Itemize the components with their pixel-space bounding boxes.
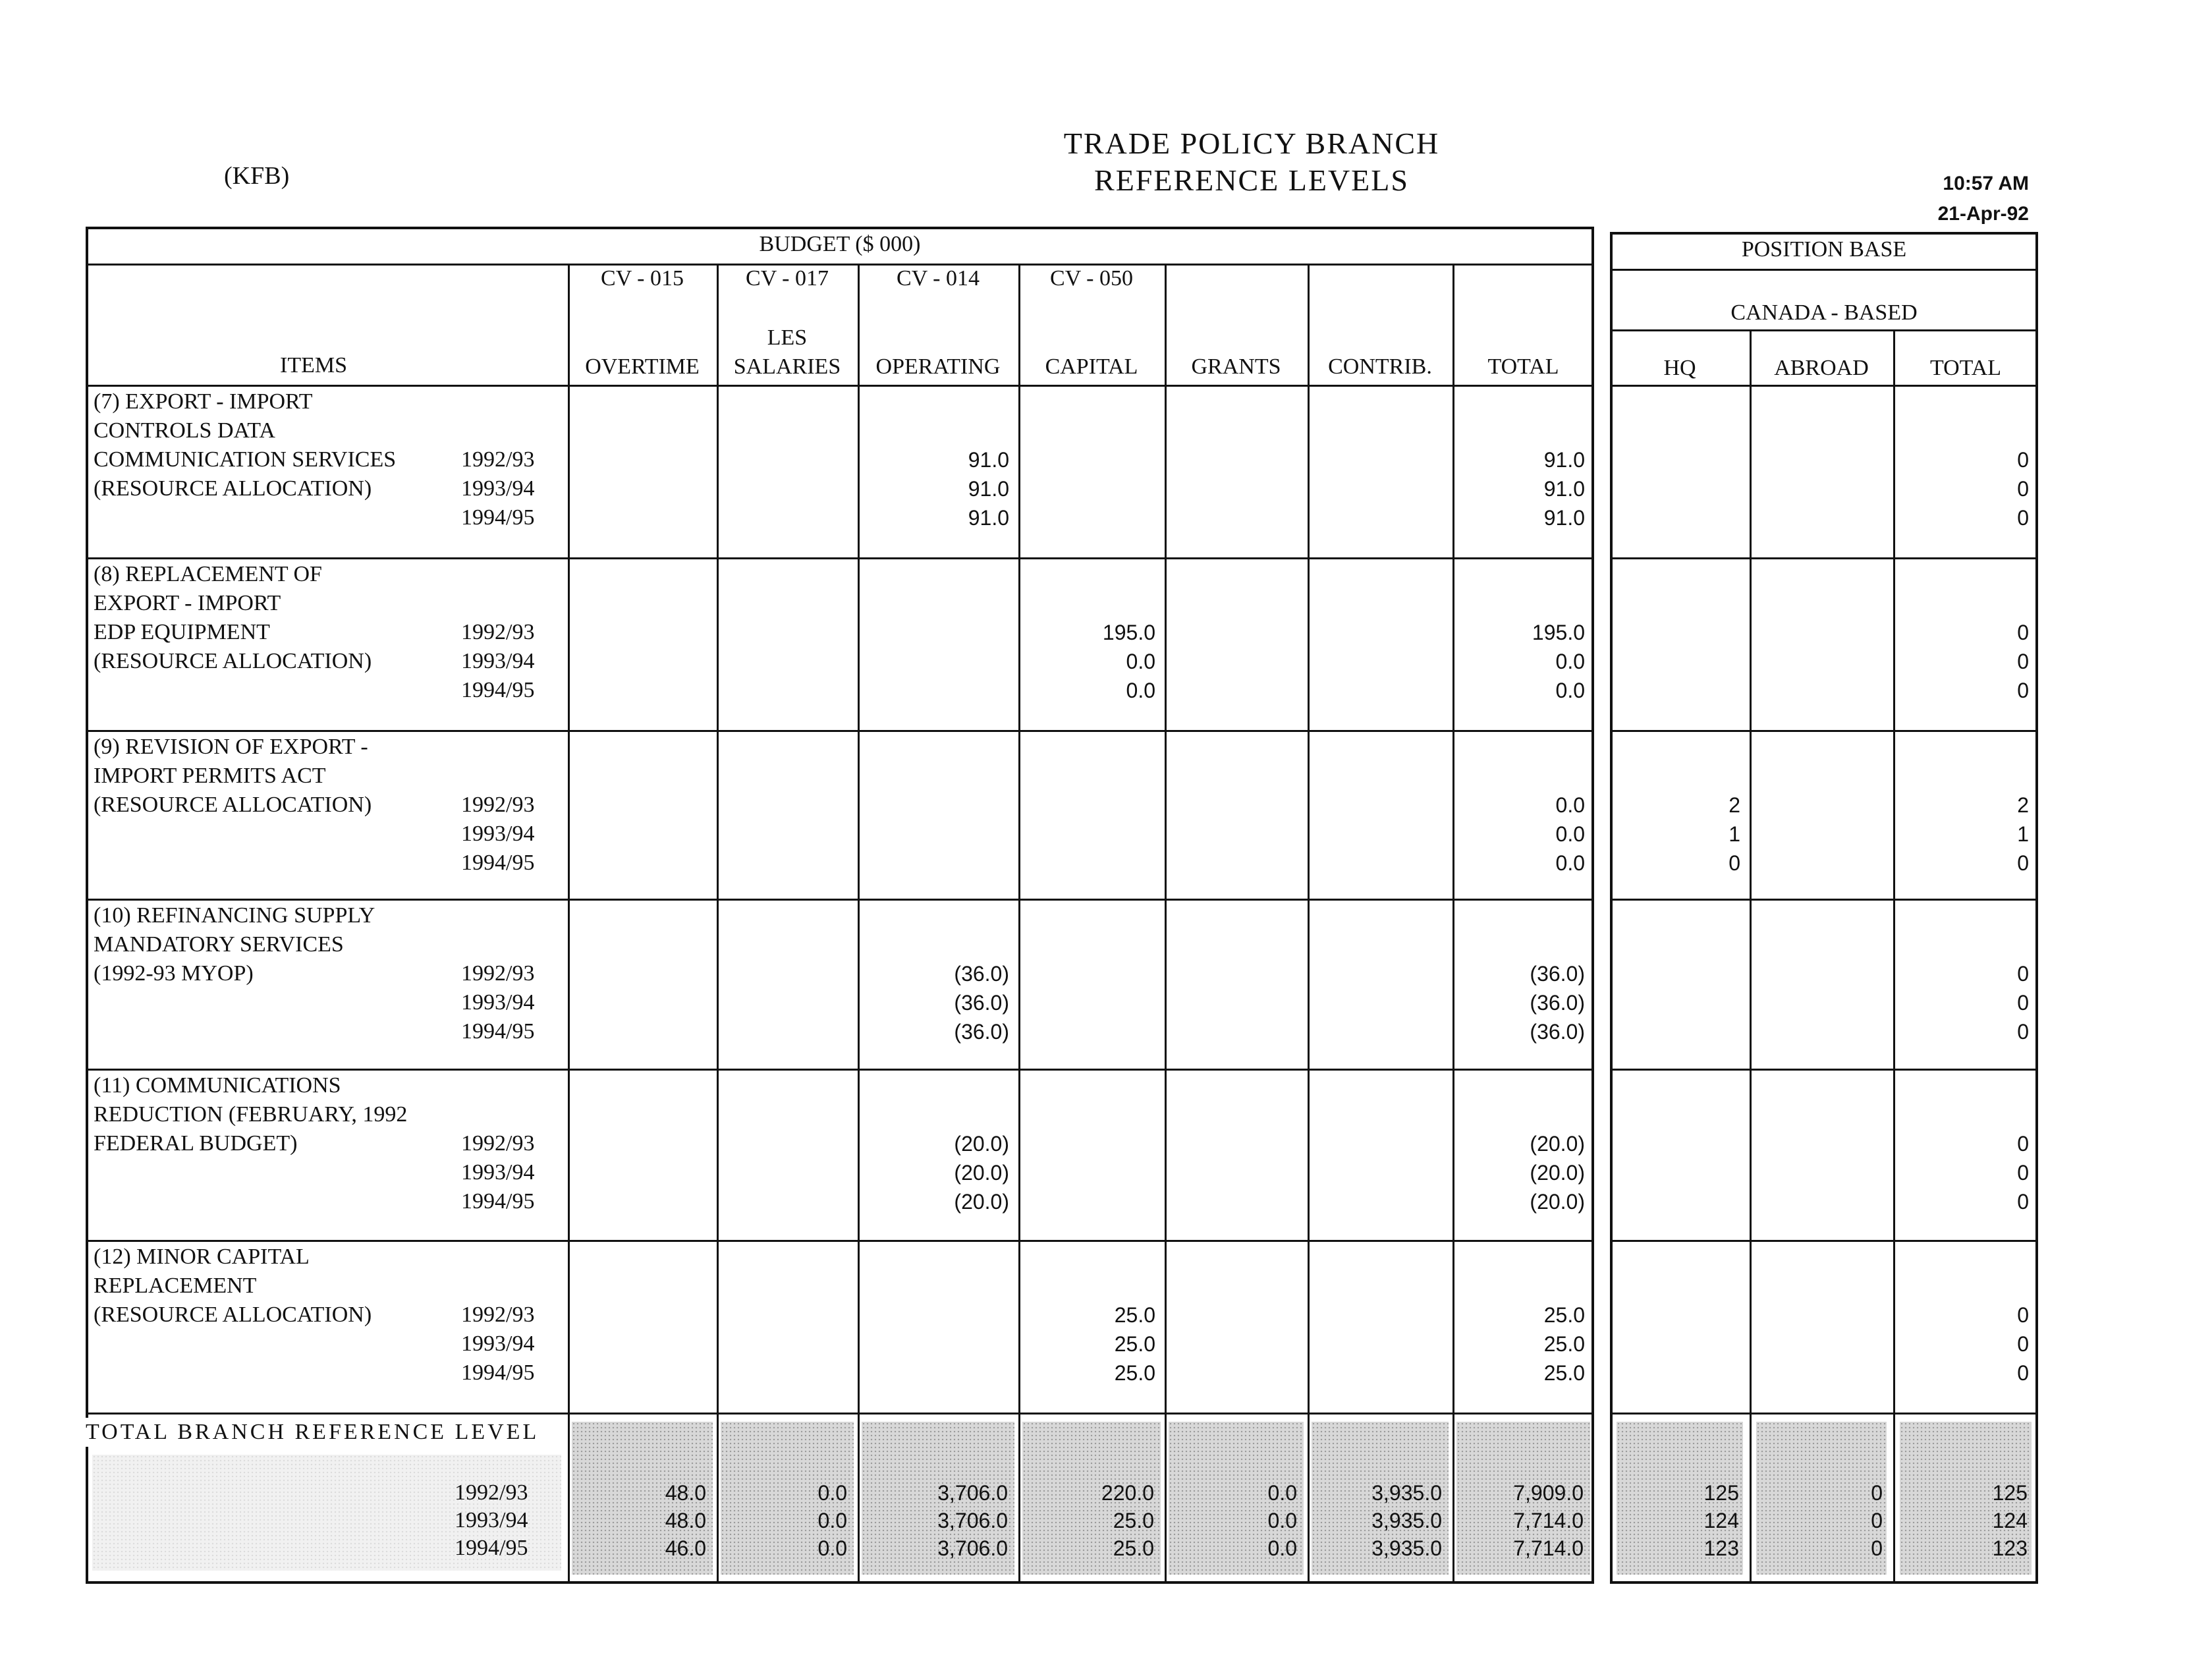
print-date: 21-Apr-92 bbox=[1937, 203, 2029, 225]
table-cell: 0 bbox=[2017, 1332, 2029, 1356]
item-description: (1992-93 MYOP) bbox=[94, 961, 254, 986]
branch-code: (KFB) bbox=[224, 162, 290, 190]
table-cell: 0 bbox=[2017, 506, 2029, 530]
fiscal-year: 1992/93 bbox=[461, 447, 535, 472]
column-header: OPERATING bbox=[875, 354, 1001, 379]
table-cell: (36.0) bbox=[954, 1020, 1009, 1044]
column-rule bbox=[1308, 264, 1310, 1584]
item-description: FEDERAL BUDGET) bbox=[94, 1131, 298, 1156]
table-cell: 0 bbox=[2017, 962, 2029, 986]
table-cell: (20.0) bbox=[1530, 1132, 1585, 1156]
item-description: REPLACEMENT bbox=[94, 1274, 257, 1298]
table-cell: 25.0 bbox=[1543, 1361, 1585, 1385]
table-cell: 0.0 bbox=[1126, 679, 1155, 702]
row-rule bbox=[1610, 1069, 2038, 1071]
total-cell: 25.0 bbox=[1113, 1509, 1154, 1532]
fiscal-year: 1993/94 bbox=[461, 1331, 535, 1356]
column-header: CONTRIB. bbox=[1328, 354, 1432, 379]
table-cell: 91.0 bbox=[968, 506, 1009, 530]
total-cell: 48.0 bbox=[665, 1509, 706, 1532]
table-cell: 0 bbox=[2017, 1190, 2029, 1214]
table-cell: (36.0) bbox=[1530, 991, 1585, 1015]
table-cell: 0 bbox=[2017, 991, 2029, 1015]
column-header: HQ bbox=[1663, 356, 1696, 380]
column-header: ABROAD bbox=[1774, 356, 1869, 380]
column-header: SALARIES bbox=[733, 354, 841, 379]
table-cell: (20.0) bbox=[954, 1132, 1009, 1156]
row-rule bbox=[86, 730, 1594, 732]
column-code: CV - 014 bbox=[897, 266, 980, 291]
item-description: (RESOURCE ALLOCATION) bbox=[94, 476, 372, 501]
total-cell: 0 bbox=[1871, 1536, 1883, 1560]
column-rule bbox=[717, 264, 719, 1584]
table-cell: (36.0) bbox=[1530, 1020, 1585, 1044]
total-cell: 0.0 bbox=[1267, 1481, 1297, 1505]
fiscal-year: 1992/93 bbox=[461, 961, 535, 986]
fiscal-year: 1993/94 bbox=[461, 476, 535, 501]
column-header: TOTAL bbox=[1487, 354, 1559, 379]
budget-group-title: BUDGET ($ 000) bbox=[759, 232, 921, 256]
total-cell: 0.0 bbox=[817, 1509, 847, 1532]
column-header: CAPITAL bbox=[1045, 354, 1138, 379]
item-description: (9) REVISION OF EXPORT - bbox=[94, 735, 368, 759]
item-description: EDP EQUIPMENT bbox=[94, 620, 270, 644]
item-description: (RESOURCE ALLOCATION) bbox=[94, 649, 372, 673]
total-cell: 0 bbox=[1871, 1509, 1883, 1532]
fiscal-year: 1992/93 bbox=[461, 793, 535, 817]
table-cell: 195.0 bbox=[1532, 621, 1585, 644]
position-title-rule bbox=[1610, 269, 2038, 271]
total-cell: 125 bbox=[1992, 1481, 2028, 1505]
total-cell: 0.0 bbox=[1267, 1509, 1297, 1532]
total-cell: 123 bbox=[1992, 1536, 2028, 1560]
total-cell: 123 bbox=[1703, 1536, 1739, 1560]
table-cell: 25.0 bbox=[1114, 1332, 1155, 1356]
item-description: IMPORT PERMITS ACT bbox=[94, 764, 326, 788]
table-cell: 91.0 bbox=[1543, 448, 1585, 472]
fiscal-year: 1994/95 bbox=[461, 851, 535, 875]
fiscal-year: 1993/94 bbox=[461, 990, 535, 1015]
print-time: 10:57 AM bbox=[1943, 173, 2029, 194]
total-cell: 3,935.0 bbox=[1371, 1509, 1442, 1532]
column-header: GRANTS bbox=[1191, 354, 1281, 379]
table-cell: 0 bbox=[2017, 477, 2029, 501]
table-cell: 0.0 bbox=[1555, 679, 1585, 702]
row-rule bbox=[86, 1069, 1594, 1071]
item-description: (11) COMMUNICATIONS bbox=[94, 1073, 341, 1098]
row-rule bbox=[86, 899, 1594, 901]
item-description: EXPORT - IMPORT bbox=[94, 591, 281, 615]
total-cell: 0.0 bbox=[817, 1536, 847, 1560]
row-rule bbox=[1610, 385, 2038, 387]
row-rule bbox=[86, 557, 1594, 559]
row-rule bbox=[1610, 730, 2038, 732]
table-cell: (20.0) bbox=[1530, 1190, 1585, 1214]
column-header: TOTAL bbox=[1929, 356, 2002, 380]
total-cell: 3,935.0 bbox=[1371, 1536, 1442, 1560]
fiscal-year: 1992/93 bbox=[455, 1480, 528, 1505]
table-cell: 91.0 bbox=[968, 477, 1009, 501]
column-rule bbox=[1750, 329, 1752, 1584]
table-cell: 91.0 bbox=[1543, 506, 1585, 530]
table-cell: 25.0 bbox=[1543, 1303, 1585, 1327]
item-description: (10) REFINANCING SUPPLY bbox=[94, 903, 375, 928]
column-code: CV - 015 bbox=[601, 266, 684, 291]
total-cell: 125 bbox=[1703, 1481, 1739, 1505]
table-cell: (20.0) bbox=[954, 1161, 1009, 1185]
row-rule bbox=[86, 1240, 1594, 1242]
table-cell: 1 bbox=[2017, 822, 2029, 846]
fiscal-year: 1993/94 bbox=[461, 1160, 535, 1185]
item-description: (RESOURCE ALLOCATION) bbox=[94, 793, 372, 817]
total-cell: 0.0 bbox=[817, 1481, 847, 1505]
table-cell: 0.0 bbox=[1555, 851, 1585, 875]
table-cell: 0 bbox=[2017, 679, 2029, 702]
table-cell: 0 bbox=[2017, 621, 2029, 644]
item-description: (RESOURCE ALLOCATION) bbox=[94, 1302, 372, 1327]
table-cell: 0 bbox=[2017, 1161, 2029, 1185]
table-cell: 25.0 bbox=[1114, 1361, 1155, 1385]
fiscal-year: 1994/95 bbox=[455, 1536, 528, 1560]
row-rule bbox=[1610, 1413, 2038, 1414]
total-cell: 48.0 bbox=[665, 1481, 706, 1505]
total-cell: 124 bbox=[1992, 1509, 2028, 1532]
total-cell: 3,706.0 bbox=[937, 1509, 1008, 1532]
total-cell: 220.0 bbox=[1101, 1481, 1154, 1505]
row-rule bbox=[86, 385, 1594, 387]
budget-title-rule bbox=[86, 264, 1594, 266]
row-rule bbox=[1610, 557, 2038, 559]
column-label: LES bbox=[767, 325, 808, 350]
fiscal-year: 1994/95 bbox=[461, 1019, 535, 1044]
row-rule bbox=[1610, 1240, 2038, 1242]
total-cell: 7,909.0 bbox=[1513, 1481, 1584, 1505]
column-code: CV - 017 bbox=[746, 266, 829, 291]
total-cell: 46.0 bbox=[665, 1536, 706, 1560]
fiscal-year: 1992/93 bbox=[461, 620, 535, 644]
item-description: MANDATORY SERVICES bbox=[94, 932, 344, 957]
fiscal-year: 1992/93 bbox=[461, 1302, 535, 1327]
table-cell: 0.0 bbox=[1126, 650, 1155, 673]
items-header: ITEMS bbox=[280, 353, 347, 378]
item-description: (12) MINOR CAPITAL bbox=[94, 1245, 310, 1269]
table-cell: 0 bbox=[2017, 1132, 2029, 1156]
item-description: (7) EXPORT - IMPORT bbox=[94, 389, 313, 414]
row-rule bbox=[86, 1413, 1594, 1414]
total-cell: 7,714.0 bbox=[1513, 1509, 1584, 1532]
position-group-title: POSITION BASE bbox=[1741, 237, 1907, 262]
table-cell: (36.0) bbox=[954, 991, 1009, 1015]
column-rule bbox=[568, 264, 570, 1584]
table-cell: (20.0) bbox=[1530, 1161, 1585, 1185]
table-cell: 2 bbox=[2017, 793, 2029, 817]
total-cell: 0 bbox=[1871, 1481, 1883, 1505]
fiscal-year: 1994/95 bbox=[461, 1360, 535, 1385]
total-cell: 3,935.0 bbox=[1371, 1481, 1442, 1505]
item-description: REDUCTION (FEBRUARY, 1992 bbox=[94, 1102, 408, 1127]
fiscal-year: 1992/93 bbox=[461, 1131, 535, 1156]
table-cell: 25.0 bbox=[1543, 1332, 1585, 1356]
table-cell: 25.0 bbox=[1114, 1303, 1155, 1327]
table-cell: 0.0 bbox=[1555, 650, 1585, 673]
table-cell: 0 bbox=[2017, 1303, 2029, 1327]
table-cell: 2 bbox=[1729, 793, 1740, 817]
total-label: TOTAL BRANCH REFERENCE LEVEL bbox=[86, 1418, 539, 1447]
table-cell: 91.0 bbox=[1543, 477, 1585, 501]
table-cell: 0 bbox=[2017, 851, 2029, 875]
canada-based-label: CANADA - BASED bbox=[1730, 300, 1918, 325]
column-rule bbox=[1018, 264, 1020, 1584]
total-cell: 0.0 bbox=[1267, 1536, 1297, 1560]
table-cell: (20.0) bbox=[954, 1190, 1009, 1214]
item-description: (8) REPLACEMENT OF bbox=[94, 562, 322, 586]
fiscal-year: 1994/95 bbox=[461, 1189, 535, 1214]
total-cell: 3,706.0 bbox=[937, 1481, 1008, 1505]
column-header: OVERTIME bbox=[585, 354, 700, 379]
page-title bbox=[922, 125, 1581, 199]
table-cell: 0 bbox=[1729, 851, 1740, 875]
table-cell: 0.0 bbox=[1555, 793, 1585, 817]
item-description: CONTROLS DATA bbox=[94, 418, 275, 443]
table-cell: 91.0 bbox=[968, 448, 1009, 472]
table-cell: 0.0 bbox=[1555, 822, 1585, 846]
column-code: CV - 050 bbox=[1050, 266, 1133, 291]
table-cell: 1 bbox=[1729, 822, 1740, 846]
title-line-2: REFERENCE LEVELS bbox=[1094, 163, 1409, 197]
table-cell: 0 bbox=[2017, 448, 2029, 472]
row-rule bbox=[1610, 899, 2038, 901]
column-rule bbox=[1165, 264, 1167, 1584]
total-cell: 25.0 bbox=[1113, 1536, 1154, 1560]
fiscal-year: 1993/94 bbox=[461, 649, 535, 673]
item-description: COMMUNICATION SERVICES bbox=[94, 447, 397, 472]
canada-based-rule bbox=[1610, 329, 2038, 331]
table-cell: 0 bbox=[2017, 1361, 2029, 1385]
fiscal-year: 1993/94 bbox=[461, 822, 535, 846]
fiscal-year: 1993/94 bbox=[455, 1508, 528, 1532]
table-cell: (36.0) bbox=[1530, 962, 1585, 986]
fiscal-year: 1994/95 bbox=[461, 678, 535, 702]
title-line-1: TRADE POLICY BRANCH bbox=[1063, 126, 1440, 160]
total-cell: 7,714.0 bbox=[1513, 1536, 1584, 1560]
table-cell: 195.0 bbox=[1102, 621, 1155, 644]
table-cell: 0 bbox=[2017, 650, 2029, 673]
table-cell: 0 bbox=[2017, 1020, 2029, 1044]
fiscal-year: 1994/95 bbox=[461, 505, 535, 530]
total-cell: 3,706.0 bbox=[937, 1536, 1008, 1560]
total-cell: 124 bbox=[1703, 1509, 1739, 1532]
table-cell: (36.0) bbox=[954, 962, 1009, 986]
